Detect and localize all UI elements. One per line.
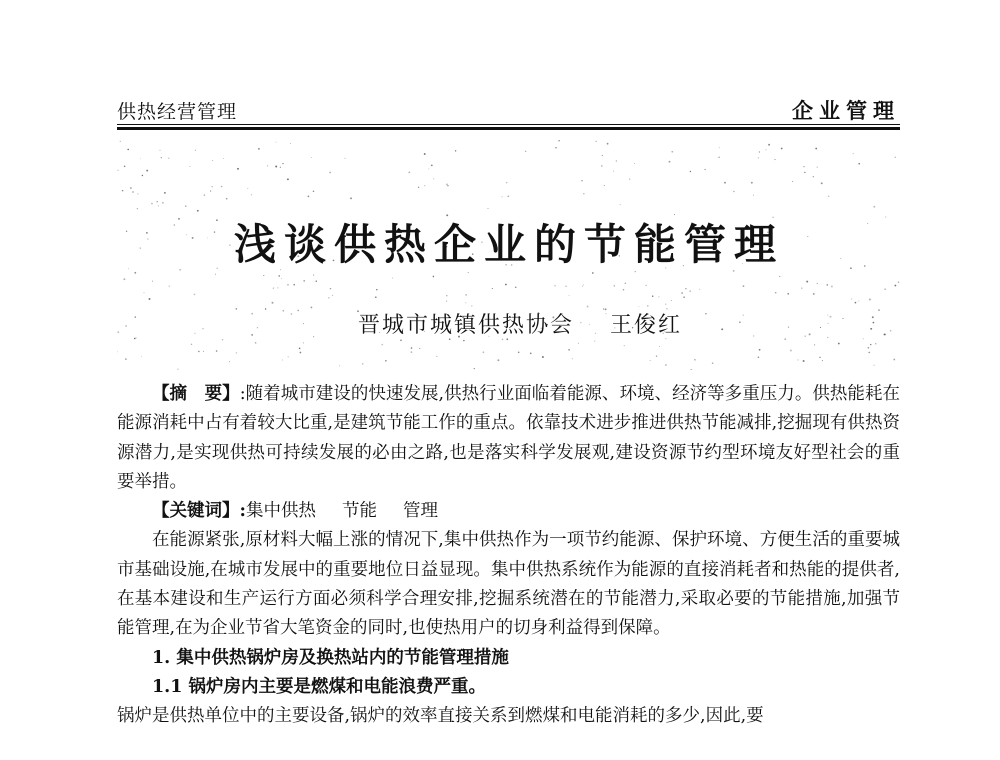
texture-dot (659, 346, 660, 347)
texture-dot (433, 276, 434, 277)
texture-dot (162, 202, 163, 203)
texture-dot (813, 176, 814, 177)
texture-dot (607, 143, 609, 145)
texture-dot (164, 192, 166, 194)
texture-dot (483, 351, 485, 353)
texture-dot (817, 283, 818, 284)
texture-dot (144, 292, 145, 293)
texture-dot (189, 166, 190, 167)
texture-dot (428, 168, 429, 169)
texture-dot (779, 276, 780, 277)
texture-dot (447, 185, 448, 186)
article-body (117, 380, 900, 731)
texture-dot (273, 288, 274, 289)
texture-dot (142, 175, 143, 176)
texture-dot (203, 351, 204, 352)
texture-dot (400, 339, 402, 341)
texture-dot (210, 190, 211, 191)
texture-dot (705, 169, 706, 170)
texture-dot (790, 350, 792, 352)
texture-dot (263, 275, 264, 276)
texture-dot (712, 362, 714, 364)
texture-dot (751, 182, 753, 184)
texture-dot (583, 193, 584, 194)
texture-dot (671, 151, 673, 153)
texture-dot (140, 158, 141, 159)
texture-dot (814, 344, 815, 345)
texture-dot (185, 205, 186, 206)
texture-dot (255, 342, 257, 344)
texture-dot (869, 299, 871, 301)
texture-dot (424, 185, 425, 186)
texture-dot (853, 153, 854, 154)
texture-dot (194, 294, 196, 296)
texture-dot (198, 351, 199, 352)
texture-dot (787, 293, 789, 295)
texture-dot (455, 150, 456, 151)
texture-dot (804, 172, 805, 173)
texture-dot (122, 190, 124, 192)
subsection-heading: 1.1 锅炉房内主要是燃煤和电能浪费严重。 (152, 676, 487, 697)
texture-dot (518, 351, 520, 353)
texture-dot (149, 298, 151, 300)
texture-dot (851, 299, 852, 300)
texture-dot (212, 160, 213, 161)
texture-dot (634, 163, 635, 164)
texture-dot (375, 296, 377, 298)
texture-dot (616, 160, 617, 161)
texture-dot (838, 343, 840, 345)
texture-dot (568, 349, 570, 351)
texture-dot (229, 361, 230, 362)
texture-dot (418, 187, 419, 188)
texture-dot (629, 179, 630, 180)
texture-dot (774, 159, 775, 160)
texture-dot (281, 278, 282, 279)
texture-dot (601, 165, 602, 166)
texture-dot (300, 352, 302, 354)
texture-dot (158, 205, 159, 206)
texture-dot (656, 355, 657, 356)
texture-dot (650, 360, 651, 361)
texture-dot (803, 166, 804, 167)
texture-dot (137, 193, 138, 194)
texture-dot (130, 187, 132, 189)
texture-dot (671, 300, 672, 301)
texture-dot (497, 359, 499, 361)
texture-dot (134, 272, 136, 274)
texture-dot (596, 141, 597, 142)
texture-dot (665, 304, 666, 305)
texture-dot (293, 284, 295, 286)
keywords-label: 【关键词】: (152, 501, 246, 522)
texture-dot (898, 281, 900, 283)
texture-dot (858, 300, 859, 301)
texture-dot (226, 198, 228, 200)
texture-dot (288, 356, 289, 357)
texture-dot (775, 292, 777, 294)
texture-dot (530, 353, 532, 355)
texture-dot (446, 183, 448, 185)
keyword: 节能 (341, 501, 377, 522)
texture-dot (689, 290, 691, 292)
texture-dot (169, 285, 170, 286)
texture-dot (759, 349, 761, 351)
texture-dot (690, 369, 692, 370)
texture-dot (884, 289, 885, 290)
texture-dot (681, 292, 683, 294)
texture-dot (699, 289, 700, 290)
texture-dot (316, 280, 317, 281)
texture-dot (313, 274, 314, 275)
texture-dot (303, 342, 304, 343)
texture-dot (123, 278, 125, 280)
texture-dot (125, 358, 127, 360)
byline (0, 308, 1000, 339)
texture-dot (620, 204, 621, 205)
texture-dot (411, 351, 413, 353)
truncated-body-line: 锅炉是供热单位中的主要设备,锅炉的效率直接关系到燃煤和电能消耗的多少,因此,要 (117, 706, 764, 727)
texture-dot (195, 150, 196, 151)
texture-dot (424, 153, 426, 155)
texture-dot (332, 295, 333, 296)
texture-dot (819, 357, 820, 358)
texture-dot (282, 163, 283, 164)
texture-dot (273, 287, 274, 288)
texture-dot (211, 186, 212, 187)
texture-dot (303, 280, 305, 282)
texture-dot (781, 148, 783, 150)
texture-dot (694, 359, 696, 361)
texture-dot (177, 369, 178, 370)
texture-dot (594, 341, 595, 342)
texture-dot (350, 197, 352, 199)
texture-dot (658, 296, 659, 297)
texture-dot (555, 147, 556, 148)
texture-dot (381, 344, 383, 346)
texture-dot (191, 344, 192, 345)
texture-dot (161, 157, 162, 158)
texture-dot (792, 181, 793, 182)
texture-dot (828, 195, 830, 197)
texture-dot (578, 343, 579, 344)
texture-dot (768, 144, 770, 146)
abstract-paragraph (117, 380, 900, 497)
texture-dot (157, 201, 158, 202)
texture-dot (468, 272, 469, 273)
texture-dot (873, 206, 875, 208)
texture-dot (669, 161, 671, 163)
abstract-label: 【摘 要】 (152, 384, 240, 404)
texture-dot (436, 356, 437, 357)
texture-dot (724, 182, 726, 184)
texture-dot (652, 295, 654, 297)
texture-dot (743, 285, 745, 287)
texture-dot (624, 345, 625, 346)
texture-dot (817, 167, 818, 168)
texture-dot (376, 289, 378, 291)
texture-dot (446, 295, 447, 296)
texture-dot (558, 140, 559, 141)
texture-dot (893, 359, 895, 361)
texture-dot (385, 360, 387, 362)
texture-dot (287, 178, 289, 180)
texture-dot (344, 158, 345, 159)
texture-dot (339, 365, 340, 366)
texture-dot (753, 195, 754, 196)
texture-dot (168, 158, 169, 159)
texture-dot (623, 289, 625, 291)
texture-dot (592, 272, 594, 274)
section-heading: 1. 集中供热锅炉房及换热站内的节能管理措施 (152, 647, 509, 668)
texture-dot (507, 195, 509, 197)
texture-dot (525, 151, 526, 152)
texture-dot (204, 194, 206, 196)
texture-dot (646, 285, 647, 286)
texture-dot (639, 306, 640, 307)
texture-dot (813, 293, 815, 295)
texture-dot (855, 302, 857, 304)
texture-dot (758, 356, 760, 358)
texture-dot (582, 286, 583, 287)
texture-dot (431, 165, 433, 167)
texture-dot (685, 288, 686, 289)
texture-dot (236, 352, 237, 353)
texture-dot (868, 347, 870, 349)
texture-dot (282, 360, 283, 361)
texture-dot (487, 208, 488, 209)
texture-dot (120, 141, 121, 142)
texture-dot (501, 196, 502, 197)
texture-dot (515, 286, 517, 288)
texture-dot (647, 305, 649, 307)
texture-dot (874, 365, 875, 366)
author-organization: 晋城市城镇供热协会 (357, 313, 574, 338)
texture-dot (152, 281, 153, 282)
texture-dot (625, 283, 627, 285)
texture-dot (330, 288, 331, 289)
texture-dot (251, 194, 252, 195)
texture-dot (222, 339, 223, 340)
header-rule-thick (117, 127, 900, 130)
texture-dot (146, 170, 148, 172)
texture-dot (604, 185, 605, 186)
texture-dot (117, 170, 118, 171)
texture-dot (815, 148, 817, 150)
texture-dot (826, 284, 828, 286)
texture-dot (690, 171, 691, 172)
texture-dot (542, 356, 544, 358)
texture-dot (506, 182, 507, 183)
texture-dot (602, 155, 603, 156)
texture-dot (127, 149, 129, 151)
texture-dot (267, 165, 268, 166)
texture-dot (554, 285, 556, 287)
texture-dot (278, 275, 280, 277)
texture-dot (151, 203, 153, 205)
texture-dot (758, 157, 759, 158)
texture-dot (408, 171, 410, 173)
texture-dot (765, 149, 766, 150)
texture-dot (492, 288, 493, 289)
texture-dot (329, 172, 331, 174)
texture-dot (505, 284, 507, 286)
texture-dot (565, 285, 566, 286)
texture-dot (311, 157, 312, 158)
texture-dot (124, 166, 126, 168)
texture-dot (583, 284, 584, 285)
texture-dot (870, 344, 871, 345)
texture-dot (117, 351, 118, 352)
intro-paragraph: 在能源紧张,原材料大幅上涨的情况下,集中供热作为一项节约能源、保护环境、方便生活的重要城市基础设施,在城市发展中的重要地位日益显现。集中供热系统作为能源的直接消耗者和热能的提供者,在基本建设和生产运行方面必须科学合理安排,挖掘系统潜在的节能潜力,采取必要的节能措施,加强节能管理,在为企业节省大笔资金的同时,也使热用户的切身利益得到保障。 (117, 530, 900, 639)
texture-dot (471, 305, 472, 306)
running-header-section: 供热经营管理 (117, 101, 238, 123)
texture-dot (572, 358, 573, 359)
texture-dot (801, 287, 802, 288)
running-header-column: 企业管理 (792, 98, 900, 123)
texture-dot (875, 343, 876, 344)
keyword: 管理 (402, 501, 438, 522)
texture-dot (465, 294, 467, 296)
texture-dot (719, 147, 720, 148)
texture-dot (446, 301, 447, 302)
texture-dot (797, 359, 798, 360)
texture-dot (803, 360, 805, 362)
texture-dot (411, 347, 413, 349)
texture-dot (665, 364, 667, 366)
abstract-text: :随着城市建设的快速发展,供热行业面临着能源、环境、经济等多重压力。供热能耗在能源消耗中占有着较大比重,是建筑节能工作的重点。依靠技术进步推进供热节能减排,挖掘现有供热资源潜力,是实现供热可持续发展的必由之路,也是落实科学发展观,建设资源节约型环境友好型社会的重要举措。 (117, 384, 900, 492)
texture-dot (287, 284, 288, 285)
texture-dot (895, 157, 896, 158)
texture-dot (221, 186, 223, 188)
texture-dot (419, 348, 420, 349)
article-title: 浅谈供热企业的节能管理 (233, 220, 784, 269)
texture-dot (683, 296, 685, 298)
texture-dot (392, 277, 393, 278)
texture-dot (433, 178, 434, 179)
texture-dot (237, 168, 239, 170)
texture-dot (247, 188, 248, 189)
texture-dot (313, 191, 315, 193)
texture-dot (308, 196, 310, 198)
author-name: 王俊红 (610, 313, 683, 338)
texture-dot (362, 363, 363, 364)
texture-dot (463, 340, 464, 341)
texture-dot (272, 302, 274, 304)
texture-dot (223, 158, 224, 159)
texture-dot (137, 208, 138, 209)
texture-dot (160, 150, 161, 151)
texture-dot (581, 180, 583, 182)
texture-dot (275, 166, 277, 168)
texture-dot (465, 302, 466, 303)
texture-dot (868, 352, 870, 354)
texture-dot (831, 286, 833, 288)
texture-dot (718, 157, 720, 159)
texture-dot (613, 171, 614, 172)
texture-dot (474, 368, 475, 369)
texture-dot (569, 295, 570, 296)
keywords-line (117, 497, 900, 526)
texture-dot (822, 360, 823, 361)
texture-dot (806, 281, 808, 283)
texture-dot (614, 285, 615, 286)
texture-dot (275, 142, 276, 143)
texture-dot (759, 151, 760, 152)
texture-dot (258, 148, 260, 150)
texture-dot (277, 287, 278, 288)
texture-dot (215, 274, 216, 275)
texture-dot (733, 191, 734, 192)
texture-dot (299, 347, 301, 349)
texture-dot (821, 182, 823, 184)
texture-dot (280, 167, 281, 168)
texture-dot (290, 143, 291, 144)
keyword: 集中供热 (245, 501, 316, 522)
header-rule-thin (117, 124, 900, 125)
texture-dot (858, 163, 860, 165)
texture-dot (141, 356, 142, 357)
texture-dot (132, 191, 133, 192)
texture-dot (328, 297, 329, 298)
texture-dot (894, 285, 896, 287)
texture-dot (216, 350, 218, 352)
